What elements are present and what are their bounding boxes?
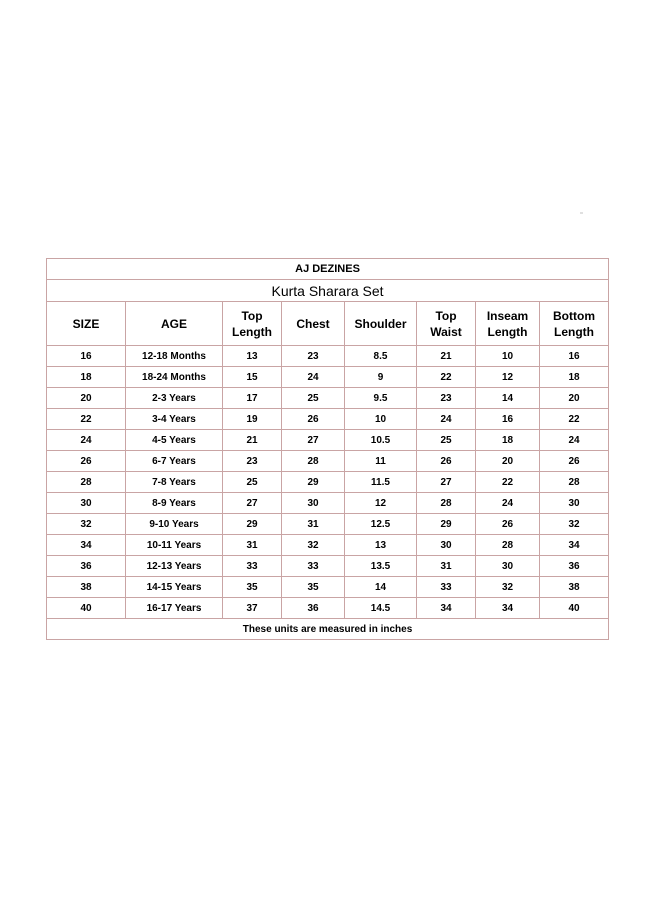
size-chart-table bbox=[46, 258, 609, 640]
column-header-line1: Top bbox=[241, 308, 263, 323]
table-row bbox=[47, 493, 609, 514]
table-cell: 26 bbox=[417, 451, 476, 472]
column-header bbox=[540, 302, 609, 346]
table-cell: 28 bbox=[282, 451, 345, 472]
table-cell: 32 bbox=[476, 577, 540, 598]
table-cell: 25 bbox=[417, 430, 476, 451]
table-cell: 16 bbox=[47, 346, 126, 367]
table-cell: 27 bbox=[417, 472, 476, 493]
column-header bbox=[345, 302, 417, 346]
chart-subtitle: Kurta Sharara Set bbox=[47, 280, 609, 302]
table-cell: 13.5 bbox=[345, 556, 417, 577]
table-cell: 25 bbox=[223, 472, 282, 493]
column-header bbox=[282, 302, 345, 346]
table-cell: 12 bbox=[476, 367, 540, 388]
table-cell: 36 bbox=[282, 598, 345, 619]
table-cell: 23 bbox=[282, 346, 345, 367]
brand-title: AJ DEZINES bbox=[47, 259, 609, 280]
table-cell: 33 bbox=[282, 556, 345, 577]
table-row bbox=[47, 598, 609, 619]
column-header-line1: Shoulder bbox=[354, 316, 407, 331]
table-cell: 28 bbox=[476, 535, 540, 556]
table-cell: 17 bbox=[223, 388, 282, 409]
table-row bbox=[47, 472, 609, 493]
table-cell: 33 bbox=[223, 556, 282, 577]
table-row bbox=[47, 409, 609, 430]
table-cell: 24 bbox=[47, 430, 126, 451]
table-cell: 20 bbox=[476, 451, 540, 472]
header-row bbox=[47, 302, 609, 346]
table-row bbox=[47, 451, 609, 472]
table-cell: 28 bbox=[417, 493, 476, 514]
table-cell: 23 bbox=[223, 451, 282, 472]
table-cell: 29 bbox=[282, 472, 345, 493]
table-cell: 22 bbox=[476, 472, 540, 493]
table-cell: 11.5 bbox=[345, 472, 417, 493]
table-row bbox=[47, 346, 609, 367]
table-cell: 26 bbox=[282, 409, 345, 430]
table-cell: 25 bbox=[282, 388, 345, 409]
table-cell: 30 bbox=[282, 493, 345, 514]
table-cell: 14 bbox=[476, 388, 540, 409]
table-cell: 36 bbox=[540, 556, 609, 577]
table-cell: 10 bbox=[476, 346, 540, 367]
table-row bbox=[47, 535, 609, 556]
column-header bbox=[47, 302, 126, 346]
table-cell: 7-8 Years bbox=[126, 472, 223, 493]
table-cell: 13 bbox=[345, 535, 417, 556]
table-cell: 32 bbox=[282, 535, 345, 556]
table-cell: 18 bbox=[540, 367, 609, 388]
table-cell: 21 bbox=[223, 430, 282, 451]
table-cell: 8-9 Years bbox=[126, 493, 223, 514]
column-header-line1: AGE bbox=[160, 316, 187, 331]
table-cell: 12.5 bbox=[345, 514, 417, 535]
table-cell: 23 bbox=[417, 388, 476, 409]
table-cell: 12-18 Months bbox=[126, 346, 223, 367]
table-cell: 30 bbox=[417, 535, 476, 556]
table-cell: 12-13 Years bbox=[126, 556, 223, 577]
table-cell: 40 bbox=[540, 598, 609, 619]
column-header bbox=[417, 302, 476, 346]
table-cell: 20 bbox=[47, 388, 126, 409]
table-row bbox=[47, 514, 609, 535]
column-header bbox=[126, 302, 223, 346]
table-cell: 21 bbox=[417, 346, 476, 367]
table-cell: 24 bbox=[282, 367, 345, 388]
column-header-line2: Length bbox=[232, 324, 272, 339]
table-cell: 36 bbox=[47, 556, 126, 577]
table-cell: 38 bbox=[540, 577, 609, 598]
column-header-line1: Inseam bbox=[486, 308, 529, 323]
table-cell: 37 bbox=[223, 598, 282, 619]
table-cell: 10 bbox=[345, 409, 417, 430]
table-cell: 26 bbox=[47, 451, 126, 472]
table-cell: 12 bbox=[345, 493, 417, 514]
column-header-line2: Length bbox=[487, 324, 528, 339]
table-cell: 30 bbox=[476, 556, 540, 577]
column-header bbox=[223, 302, 282, 346]
table-cell: 30 bbox=[47, 493, 126, 514]
table-cell: 30 bbox=[540, 493, 609, 514]
stray-mark bbox=[580, 212, 583, 214]
table-cell: 32 bbox=[47, 514, 126, 535]
table-cell: 14 bbox=[345, 577, 417, 598]
table-cell: 13 bbox=[223, 346, 282, 367]
table-cell: 16 bbox=[540, 346, 609, 367]
table-cell: 31 bbox=[282, 514, 345, 535]
table-cell: 29 bbox=[417, 514, 476, 535]
table-cell: 24 bbox=[540, 430, 609, 451]
table-cell: 6-7 Years bbox=[126, 451, 223, 472]
column-header-line1: Chest bbox=[296, 316, 330, 331]
column-header bbox=[476, 302, 540, 346]
table-row bbox=[47, 388, 609, 409]
table-cell: 9-10 Years bbox=[126, 514, 223, 535]
table-cell: 26 bbox=[476, 514, 540, 535]
column-header-line2: Length bbox=[554, 324, 595, 339]
table-cell: 34 bbox=[540, 535, 609, 556]
size-chart bbox=[46, 258, 608, 640]
table-cell: 35 bbox=[223, 577, 282, 598]
table-cell: 24 bbox=[476, 493, 540, 514]
table-cell: 20 bbox=[540, 388, 609, 409]
table-cell: 31 bbox=[417, 556, 476, 577]
table-cell: 35 bbox=[282, 577, 345, 598]
table-cell: 22 bbox=[417, 367, 476, 388]
table-cell: 27 bbox=[282, 430, 345, 451]
table-cell: 11 bbox=[345, 451, 417, 472]
table-cell: 32 bbox=[540, 514, 609, 535]
table-cell: 18-24 Months bbox=[126, 367, 223, 388]
table-cell: 8.5 bbox=[345, 346, 417, 367]
table-cell: 28 bbox=[47, 472, 126, 493]
table-cell: 14-15 Years bbox=[126, 577, 223, 598]
table-cell: 38 bbox=[47, 577, 126, 598]
table-row bbox=[47, 577, 609, 598]
table-cell: 31 bbox=[223, 535, 282, 556]
table-cell: 16-17 Years bbox=[126, 598, 223, 619]
table-cell: 15 bbox=[223, 367, 282, 388]
table-cell: 34 bbox=[476, 598, 540, 619]
table-cell: 34 bbox=[417, 598, 476, 619]
table-cell: 18 bbox=[476, 430, 540, 451]
table-row bbox=[47, 556, 609, 577]
column-header-line1: Top bbox=[435, 308, 457, 323]
column-header-line1: SIZE bbox=[72, 316, 100, 331]
table-cell: 4-5 Years bbox=[126, 430, 223, 451]
table-cell: 22 bbox=[540, 409, 609, 430]
table-cell: 19 bbox=[223, 409, 282, 430]
table-cell: 34 bbox=[47, 535, 126, 556]
table-cell: 24 bbox=[417, 409, 476, 430]
table-cell: 14.5 bbox=[345, 598, 417, 619]
table-cell: 9.5 bbox=[345, 388, 417, 409]
table-cell: 29 bbox=[223, 514, 282, 535]
table-cell: 16 bbox=[476, 409, 540, 430]
table-cell: 18 bbox=[47, 367, 126, 388]
table-cell: 3-4 Years bbox=[126, 409, 223, 430]
table-cell: 10-11 Years bbox=[126, 535, 223, 556]
units-note: These units are measured in inches bbox=[47, 619, 609, 640]
table-cell: 26 bbox=[540, 451, 609, 472]
column-header-line2: Waist bbox=[430, 324, 462, 339]
table-row bbox=[47, 430, 609, 451]
table-cell: 2-3 Years bbox=[126, 388, 223, 409]
column-header-line1: Bottom bbox=[553, 308, 596, 323]
table-cell: 22 bbox=[47, 409, 126, 430]
table-cell: 28 bbox=[540, 472, 609, 493]
table-cell: 40 bbox=[47, 598, 126, 619]
table-cell: 27 bbox=[223, 493, 282, 514]
table-cell: 33 bbox=[417, 577, 476, 598]
table-cell: 10.5 bbox=[345, 430, 417, 451]
table-row bbox=[47, 367, 609, 388]
table-cell: 9 bbox=[345, 367, 417, 388]
